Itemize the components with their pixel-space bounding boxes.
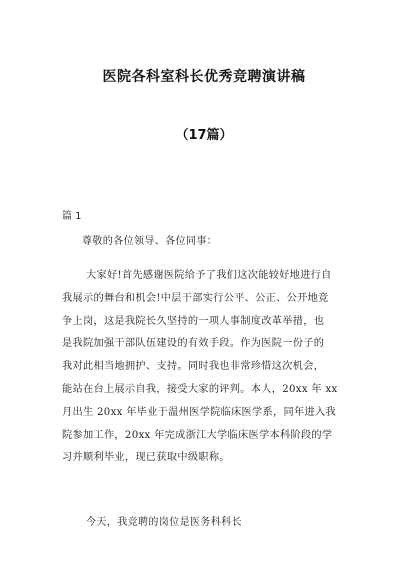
paragraph-line: 我对此相当地拥护、支持。同时我也非常珍惜这次机会， <box>62 361 325 373</box>
document-subtitle: （17篇） <box>175 128 233 143</box>
paragraph-line: 争上岗，这是我院长久坚持的一项人事制度改革举措，也 <box>62 315 325 327</box>
paragraph-line: 月出生 20xx 年毕业于温州医学院临床医学系，同年进入我 <box>62 406 336 418</box>
paragraph-line: 院参加工作，20xx 年完成浙江大学临床医学本科阶段的学 <box>62 429 333 441</box>
paragraph-line: 是我院加强干部队伍建设的有效手段。作为医院一份子的 <box>62 338 325 350</box>
paragraph-line: 我展示的舞台和机会!中层干部实行公平、公正、公开地竞 <box>62 292 329 304</box>
paragraph-line: 习并顺利毕业，现已获取中级职称。 <box>62 452 230 464</box>
document-title: 医院各科室科长优秀竞聘演讲稿 <box>102 69 306 85</box>
paragraph-line: 大家好!首先感谢医院给予了我们这次能较好地进行自 <box>86 270 332 281</box>
salutation: 尊敬的各位领导、各位同事： <box>82 236 218 247</box>
paragraph-line: 能站在台上展示自我，接受大家的评判。本人，20xx 年 xx <box>62 383 338 395</box>
body-paragraph <box>62 265 348 470</box>
body-paragraph-2: 今天，我竞聘的岗位是医务科科长 <box>86 517 242 528</box>
section-label: 篇 1 <box>62 211 82 222</box>
